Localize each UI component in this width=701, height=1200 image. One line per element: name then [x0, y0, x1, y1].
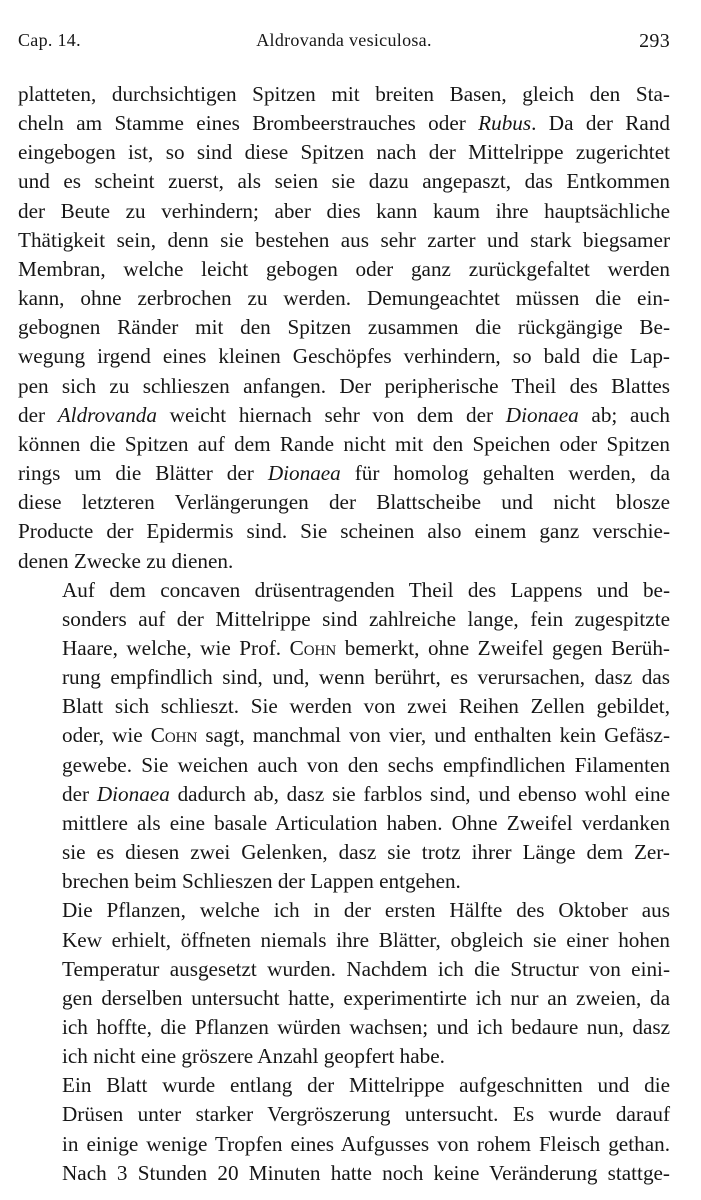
- running-title: Aldrovanda vesiculosa.: [256, 30, 432, 50]
- italic-term: Dionaea: [96, 781, 170, 806]
- text-line: [18, 167, 670, 196]
- text-run: Producte der Epidermis sind. Sie scheinen also einem ganz verschie-: [18, 519, 670, 544]
- text-line: [18, 313, 670, 342]
- text-run: Nach 3 Stunden 20 Minuten hatte noch keine Veränderung stattge-: [62, 1160, 670, 1185]
- text-line: [18, 576, 670, 605]
- chapter-label: Cap. 14.: [18, 30, 81, 50]
- text-run: Die Pflanzen, welche ich in der ersten Hälfte des Oktober aus: [62, 898, 670, 923]
- text-run: sonders auf der Mittelrippe sind zahlreiche lange, fein zugespitzte: [62, 606, 670, 631]
- text-run: bemerkt, ohne Zweifel gegen Berüh-: [336, 635, 670, 660]
- text-line: [18, 1130, 670, 1159]
- text-line: [18, 1071, 670, 1100]
- text-line: [18, 867, 670, 896]
- text-run: ich hoffte, die Pflanzen würden wachsen; und ich bedaure nun, dasz: [62, 1015, 670, 1039]
- paragraph: [18, 1071, 670, 1188]
- text-line: [18, 721, 670, 750]
- text-line: [18, 809, 670, 838]
- text-run: und es scheint zuerst, als seien sie dazu angepaszt, das Entkommen: [18, 169, 670, 194]
- author-name: Cohn: [150, 723, 198, 748]
- text-run: eingebogen ist, so sind diese Spitzen nach der Mittelrippe zugerichtet: [18, 140, 670, 165]
- text-run: der: [18, 402, 58, 427]
- text-line: [18, 984, 670, 1013]
- text-run: Thätigkeit sein, denn sie bestehen aus sehr zarter und stark biegsamer: [18, 227, 670, 252]
- text-run: Drüsen unter starker Vergröszerung untersucht. Es wurde darauf: [62, 1102, 670, 1127]
- text-run: in einige wenige Tropfen eines Aufgusses von rohem Fleisch gethan.: [62, 1131, 670, 1156]
- text-run: rings um die Blätter der: [18, 461, 268, 486]
- text-line: [18, 1159, 670, 1188]
- text-run: sie es diesen zwei Gelenken, dasz sie trotz ihrer Länge dem Zer-: [62, 840, 670, 865]
- text-run: cheln am Stamme eines Brombeerstrauches oder: [18, 111, 479, 136]
- text-line: [18, 109, 670, 138]
- body-text: [18, 80, 670, 1188]
- text-line: [18, 926, 670, 955]
- text-run: der Beute zu verhindern; aber dies kann kaum ihre hauptsächliche: [18, 198, 670, 223]
- text-line: [18, 1013, 670, 1042]
- text-run: gewebe. Sie weichen auch von den sechs empfindlichen Filamenten: [62, 752, 670, 777]
- text-run: können die Spitzen auf dem Rande nicht mit den Speichen oder Spitzen: [18, 431, 670, 456]
- paragraph: [18, 80, 670, 576]
- text-run: ab; auch: [578, 402, 670, 427]
- italic-term: Dionaea: [505, 402, 579, 427]
- text-line: [18, 342, 670, 371]
- text-line: [18, 255, 670, 284]
- text-line: [18, 80, 670, 109]
- text-run: wegung irgend eines kleinen Geschöpfes verhindern, so bald die Lap-: [18, 344, 670, 369]
- paragraph: [18, 896, 670, 1071]
- text-line: [18, 1042, 670, 1071]
- text-run: Auf dem concaven drüsentragenden Theil des Lappens und be-: [62, 577, 670, 602]
- text-run: mittlere als eine basale Articulation haben. Ohne Zweifel verdanken: [62, 810, 670, 835]
- text-run: Ein Blatt wurde entlang der Mittelrippe aufgeschnitten und die: [62, 1073, 670, 1098]
- text-run: sagt, manchmal von vier, und enthalten kein Gefäsz-: [197, 723, 671, 748]
- page-number: 293: [639, 30, 670, 52]
- text-run: Kew erhielt, öffneten niemals ihre Blätter, obgleich sie einer hohen: [62, 927, 670, 952]
- italic-term: Dionaea: [267, 461, 341, 486]
- book-page: [18, 30, 670, 1188]
- text-line: [18, 138, 670, 167]
- text-line: [18, 517, 670, 546]
- text-run: . Da der Rand: [531, 111, 671, 136]
- paragraph: [18, 576, 670, 897]
- text-run: Temperatur ausgesetzt wurden. Nachdem ich die Structur von eini-: [62, 956, 670, 981]
- text-run: gen derselben untersucht hatte, experimentirte ich nur an zweien, da: [62, 985, 670, 1010]
- text-line: [18, 197, 670, 226]
- text-line: [18, 284, 670, 313]
- text-line: [18, 634, 670, 663]
- text-line: [18, 459, 670, 488]
- text-line: [18, 896, 670, 925]
- text-run: platteten, durchsichtigen Spitzen mit breiten Basen, gleich den Sta-: [18, 82, 670, 106]
- running-header: [18, 30, 670, 60]
- text-run: für homolog gehalten werden, da: [340, 461, 670, 486]
- text-line: [18, 372, 670, 401]
- text-run: Membran, welche leicht gebogen oder ganz zurückgefaltet werden: [18, 256, 670, 281]
- text-line: [18, 605, 670, 634]
- text-line: [18, 430, 670, 459]
- text-run: dadurch ab, dasz sie farblos sind, und ebenso wohl eine: [169, 781, 670, 806]
- text-line: [18, 751, 670, 780]
- author-name: Cohn: [289, 635, 337, 660]
- text-run: weicht hiernach sehr von dem der: [157, 402, 506, 427]
- text-line: [18, 401, 670, 430]
- text-run: gebognen Ränder mit den Spitzen zusammen die rückgängige Be-: [18, 315, 670, 340]
- text-run: kann, ohne zerbrochen zu werden. Demungeachtet müssen die ein-: [18, 286, 670, 311]
- text-run: rung empfindlich sind, und, wenn berührt, es verursachen, dasz das: [62, 665, 670, 690]
- text-run: Haare, welche, wie Prof.: [62, 635, 290, 660]
- text-run: oder, wie: [62, 723, 151, 748]
- italic-term: Rubus: [478, 111, 532, 136]
- text-run: der: [62, 781, 97, 806]
- text-line: [18, 838, 670, 867]
- text-line: [18, 1100, 670, 1129]
- text-run: pen sich zu schlieszen anfangen. Der peripherische Theil des Blattes: [18, 373, 670, 398]
- text-run: Blatt sich schlieszt. Sie werden von zwei Reihen Zellen gebildet,: [62, 694, 670, 719]
- text-line: [18, 488, 670, 517]
- italic-term: Aldrovanda: [57, 402, 157, 427]
- text-run: ich nicht eine gröszere Anzahl geopfert habe.: [62, 1044, 445, 1069]
- text-line: [18, 780, 670, 809]
- text-line: [18, 663, 670, 692]
- text-run: brechen beim Schlieszen der Lappen entgehen.: [62, 869, 461, 894]
- text-run: diese letzteren Verlängerungen der Blattscheibe und nicht blosze: [18, 490, 670, 515]
- text-line: [18, 226, 670, 255]
- text-line: [18, 547, 670, 576]
- text-line: [18, 955, 670, 984]
- text-line: [18, 692, 670, 721]
- text-run: denen Zwecke zu dienen.: [18, 548, 234, 573]
